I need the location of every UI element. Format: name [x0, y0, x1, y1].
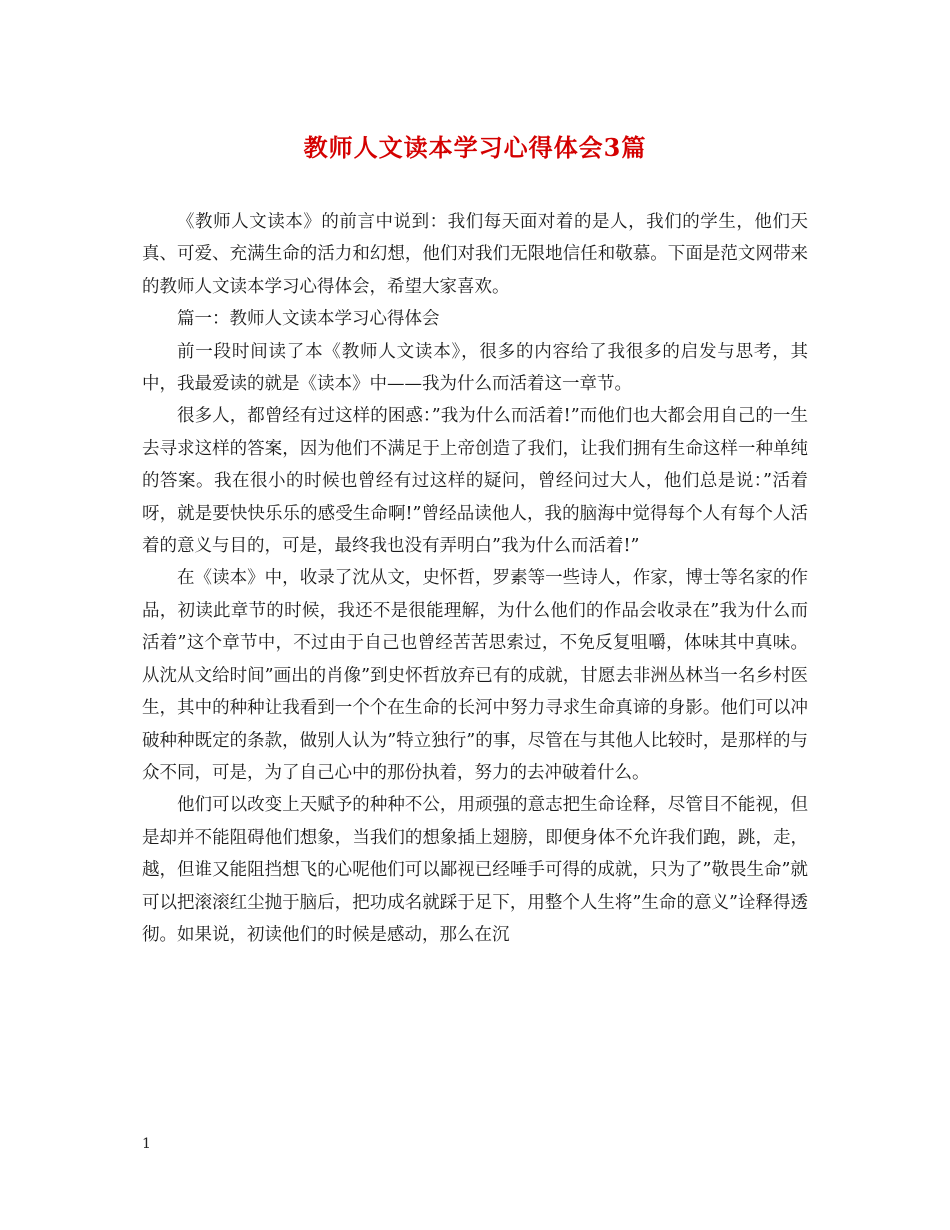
- paragraph: 前一段时间读了本《教师人文读本》，很多的内容给了我很多的启发与思考，其中，我最爱读的就是《读本》中——我为什么而活着这一章节。: [142, 341, 808, 395]
- section-heading: 篇一：教师人文读本学习心得体会: [177, 309, 440, 330]
- paragraph: 他们可以改变上天赋予的种种不公，用顽强的意志把生命诠释，尽管目不能视，但是却并不能阻碍他们想象，当我们的想象插上翅膀，即便身体不允许我们跑，跳，走，越，但谁又能阻挡想飞的心呢他们可以鄙视已经唾手可得的成就，只为了”敬畏生命”就可以把滚滚红尘抛于脑后，把功成名就踩于足下，用整个人生将”生命的意义”诠释得透彻。如果说，初读他们的时候是感动，那么在沉: [142, 795, 808, 945]
- paragraph: 很多人，都曾经有过这样的困惑：”我为什么而活着!”而他们也大都会用自己的一生去寻求这样的答案，因为他们不满足于上帝创造了我们，让我们拥有生命这样一种单纯的答案。我在很小的时候也曾经有过这样的疑问，曾经问过大人，他们总是说：”活着呀，就是要快快乐乐的感受生命啊!”曾经品读他人，我的脑海中觉得每个人有每个人活着的意义与目的，可是，最终我也没有弄明白”我为什么而活着!”: [142, 406, 808, 557]
- document-body: [142, 206, 808, 951]
- page-number: 1: [142, 1136, 151, 1152]
- document-title: 教师人文读本学习心得体会3篇: [303, 133, 647, 162]
- paragraph: 在《读本》中，收录了沈从文，史怀哲，罗素等一些诗人，作家，博士等名家的作品，初读此章节的时候，我还不是很能理解，为什么他们的作品会收录在”我为什么而活着”这个章节中，不过由于自己也曾经苦苦思索过，不免反复咀嚼，体味其中真味。从沈从文给时间”画出的肖像”到史怀哲放弃已有的成就，甘愿去非洲丛林当一名乡村医生，其中的种种让我看到一个个在生命的长河中努力寻求生命真谛的身影。他们可以冲破种种既定的条款，做别人认为”特立独行”的事，尽管在与其他人比较时，是那样的与众不同，可是，为了自己心中的那份执着，努力的去冲破着什么。: [142, 568, 808, 783]
- paragraph-intro: 《教师人文读本》的前言中说到：我们每天面对着的是人，我们的学生，他们天真、可爱、充满生命的活力和幻想，他们对我们无限地信任和敬慕。下面是范文网带来的教师人文读本学习心得体会，希望大家喜欢。: [142, 212, 808, 297]
